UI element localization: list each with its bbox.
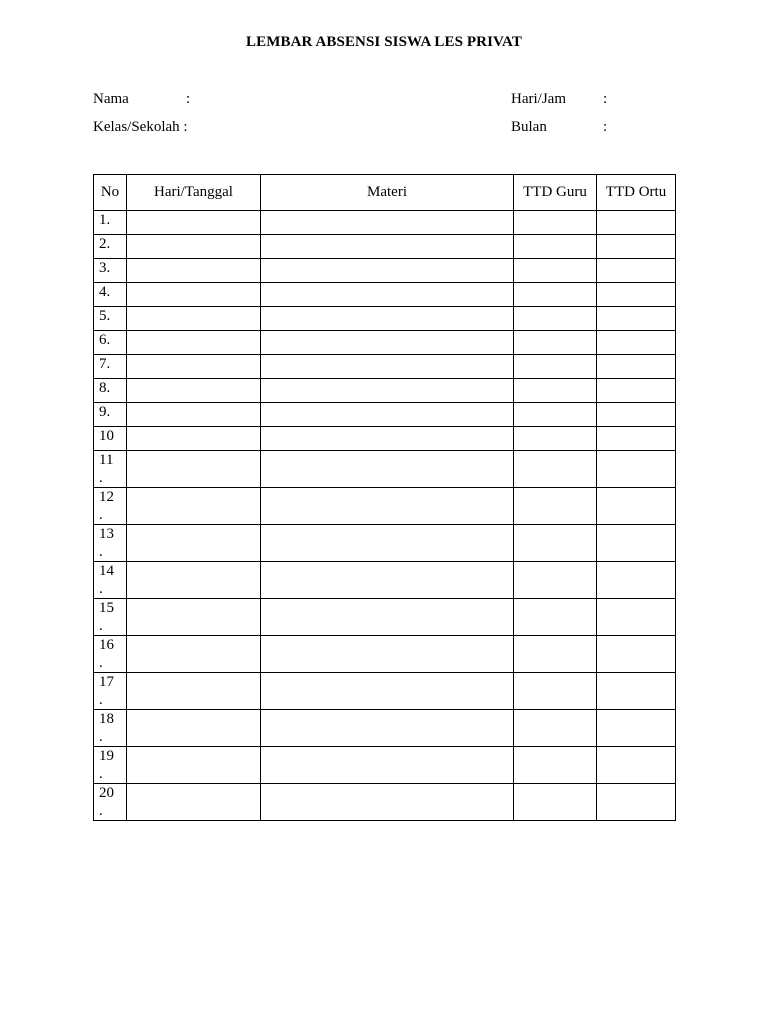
ttd-ortu-cell[interactable] (597, 784, 676, 821)
row-number-cell (94, 283, 127, 307)
hari-tanggal-cell[interactable] (127, 211, 261, 235)
table-row (94, 427, 676, 451)
materi-cell[interactable] (261, 211, 514, 235)
hari-tanggal-cell[interactable] (127, 562, 261, 599)
row-number-cell (94, 747, 127, 784)
ttd-ortu-cell[interactable] (597, 562, 676, 599)
hari-tanggal-cell[interactable] (127, 636, 261, 673)
row-number-period: . (99, 803, 103, 819)
table-row (94, 379, 676, 403)
ttd-guru-cell[interactable] (514, 283, 597, 307)
row-number: 19 (99, 748, 114, 764)
materi-cell[interactable] (261, 403, 514, 427)
ttd-guru-cell[interactable] (514, 235, 597, 259)
ttd-ortu-cell[interactable] (597, 283, 676, 307)
nama-colon: : (186, 91, 191, 107)
materi-cell[interactable] (261, 379, 514, 403)
table-row (94, 562, 676, 599)
hari-tanggal-cell[interactable] (127, 525, 261, 562)
hari-tanggal-cell[interactable] (127, 259, 261, 283)
row-number-cell (94, 211, 127, 235)
row-number: 11 (99, 452, 114, 468)
table-row (94, 307, 676, 331)
hari-tanggal-cell[interactable] (127, 235, 261, 259)
table-row (94, 747, 676, 784)
nama-label: Nama (93, 91, 129, 107)
ttd-ortu-cell[interactable] (597, 355, 676, 379)
row-number-period: . (99, 692, 103, 708)
row-number-period: . (99, 618, 103, 634)
row-number-cell (94, 235, 127, 259)
row-number-cell (94, 562, 127, 599)
ttd-guru-cell[interactable] (514, 211, 597, 235)
hari-tanggal-cell[interactable] (127, 379, 261, 403)
ttd-guru-cell[interactable] (514, 488, 597, 525)
row-number: 3. (99, 260, 111, 276)
ttd-guru-cell[interactable] (514, 355, 597, 379)
hari-jam-label: Hari/Jam (511, 91, 566, 107)
materi-cell[interactable] (261, 451, 514, 488)
hari-tanggal-cell[interactable] (127, 673, 261, 710)
row-number: 8. (99, 380, 111, 396)
document-title: LEMBAR ABSENSI SISWA LES PRIVAT (246, 34, 522, 50)
row-number-cell (94, 427, 127, 451)
bulan-colon: : (603, 119, 608, 135)
row-number: 16 (99, 637, 114, 653)
ttd-guru-cell[interactable] (514, 673, 597, 710)
ttd-ortu-cell[interactable] (597, 710, 676, 747)
table-row (94, 636, 676, 673)
row-number: 13 (99, 526, 114, 542)
row-number-cell (94, 307, 127, 331)
row-number-cell (94, 599, 127, 636)
ttd-guru-cell[interactable] (514, 599, 597, 636)
row-number-cell (94, 379, 127, 403)
row-number-cell (94, 403, 127, 427)
ttd-ortu-cell[interactable] (597, 259, 676, 283)
row-number: 17 (99, 674, 114, 690)
ttd-guru-cell[interactable] (514, 710, 597, 747)
row-number-cell (94, 673, 127, 710)
ttd-ortu-cell[interactable] (597, 211, 676, 235)
row-number-period: . (99, 729, 103, 745)
bulan-label: Bulan (511, 119, 547, 135)
ttd-ortu-cell[interactable] (597, 403, 676, 427)
table-row (94, 488, 676, 525)
ttd-guru-cell[interactable] (514, 403, 597, 427)
hari-tanggal-cell[interactable] (127, 331, 261, 355)
row-number-period: . (99, 581, 103, 597)
row-number-period: . (99, 766, 103, 782)
materi-cell[interactable] (261, 307, 514, 331)
row-number: 10 (99, 428, 114, 444)
materi-cell[interactable] (261, 235, 514, 259)
row-number: 4. (99, 284, 111, 300)
ttd-guru-cell[interactable] (514, 636, 597, 673)
ttd-ortu-cell[interactable] (597, 488, 676, 525)
row-number-period: . (99, 544, 103, 560)
hari-tanggal-cell[interactable] (127, 710, 261, 747)
ttd-guru-cell[interactable] (514, 747, 597, 784)
hari-tanggal-cell[interactable] (127, 307, 261, 331)
row-number-cell (94, 488, 127, 525)
header-ttd-ortu: TTD Ortu (597, 175, 676, 211)
header-ttd-guru: TTD Guru (514, 175, 597, 211)
attendance-table (93, 174, 676, 821)
ttd-guru-cell[interactable] (514, 451, 597, 488)
materi-cell[interactable] (261, 599, 514, 636)
table-header-row (94, 175, 676, 211)
hari-tanggal-cell[interactable] (127, 403, 261, 427)
ttd-ortu-cell[interactable] (597, 379, 676, 403)
hari-tanggal-cell[interactable] (127, 283, 261, 307)
row-number-cell (94, 451, 127, 488)
header-no: No (94, 175, 127, 211)
row-number-cell (94, 636, 127, 673)
row-number-period: . (99, 507, 103, 523)
table-row (94, 403, 676, 427)
table-row (94, 451, 676, 488)
row-number-cell (94, 355, 127, 379)
ttd-guru-cell[interactable] (514, 427, 597, 451)
materi-cell[interactable] (261, 636, 514, 673)
ttd-ortu-cell[interactable] (597, 747, 676, 784)
table-row (94, 259, 676, 283)
hari-tanggal-cell[interactable] (127, 427, 261, 451)
materi-cell[interactable] (261, 259, 514, 283)
row-number: 15 (99, 600, 114, 616)
table-row (94, 355, 676, 379)
row-number: 1. (99, 212, 111, 228)
ttd-ortu-cell[interactable] (597, 307, 676, 331)
materi-cell[interactable] (261, 488, 514, 525)
hari-jam-colon: : (603, 91, 608, 107)
materi-cell[interactable] (261, 331, 514, 355)
ttd-guru-cell[interactable] (514, 562, 597, 599)
row-number-cell (94, 784, 127, 821)
row-number: 5. (99, 308, 111, 324)
hari-tanggal-cell[interactable] (127, 451, 261, 488)
ttd-ortu-cell[interactable] (597, 427, 676, 451)
ttd-guru-cell[interactable] (514, 784, 597, 821)
ttd-ortu-cell[interactable] (597, 599, 676, 636)
row-number: 2. (99, 236, 111, 252)
ttd-ortu-cell[interactable] (597, 331, 676, 355)
row-number: 18 (99, 711, 114, 727)
materi-cell[interactable] (261, 355, 514, 379)
materi-cell[interactable] (261, 427, 514, 451)
table-body (94, 211, 676, 821)
ttd-guru-cell[interactable] (514, 259, 597, 283)
row-number: 6. (99, 332, 111, 348)
row-number: 7. (99, 356, 111, 372)
row-number-cell (94, 710, 127, 747)
hari-tanggal-cell[interactable] (127, 488, 261, 525)
table-row (94, 283, 676, 307)
hari-tanggal-cell[interactable] (127, 747, 261, 784)
table-row (94, 710, 676, 747)
header-materi: Materi (261, 175, 514, 211)
materi-cell[interactable] (261, 673, 514, 710)
ttd-ortu-cell[interactable] (597, 451, 676, 488)
ttd-ortu-cell[interactable] (597, 525, 676, 562)
materi-cell[interactable] (261, 784, 514, 821)
ttd-ortu-cell[interactable] (597, 673, 676, 710)
materi-cell[interactable] (261, 710, 514, 747)
table-row (94, 211, 676, 235)
row-number: 20 (99, 785, 114, 801)
ttd-ortu-cell[interactable] (597, 235, 676, 259)
row-number: 14 (99, 563, 114, 579)
row-number-period: . (99, 470, 103, 486)
materi-cell[interactable] (261, 562, 514, 599)
materi-cell[interactable] (261, 747, 514, 784)
table-row (94, 525, 676, 562)
row-number: 12 (99, 489, 114, 505)
table-row (94, 673, 676, 710)
hari-tanggal-cell[interactable] (127, 599, 261, 636)
row-number: 9. (99, 404, 111, 420)
table-row (94, 599, 676, 636)
ttd-guru-cell[interactable] (514, 307, 597, 331)
row-number-cell (94, 259, 127, 283)
table-row (94, 784, 676, 821)
row-number-cell (94, 525, 127, 562)
table-row (94, 331, 676, 355)
row-number-cell (94, 331, 127, 355)
ttd-ortu-cell[interactable] (597, 636, 676, 673)
materi-cell[interactable] (261, 525, 514, 562)
row-number-period: . (99, 655, 103, 671)
kelas-sekolah-label: Kelas/Sekolah : (93, 119, 188, 135)
ttd-guru-cell[interactable] (514, 525, 597, 562)
ttd-guru-cell[interactable] (514, 331, 597, 355)
materi-cell[interactable] (261, 283, 514, 307)
table-row (94, 235, 676, 259)
hari-tanggal-cell[interactable] (127, 784, 261, 821)
hari-tanggal-cell[interactable] (127, 355, 261, 379)
header-hari-tanggal: Hari/Tanggal (127, 175, 261, 211)
ttd-guru-cell[interactable] (514, 379, 597, 403)
